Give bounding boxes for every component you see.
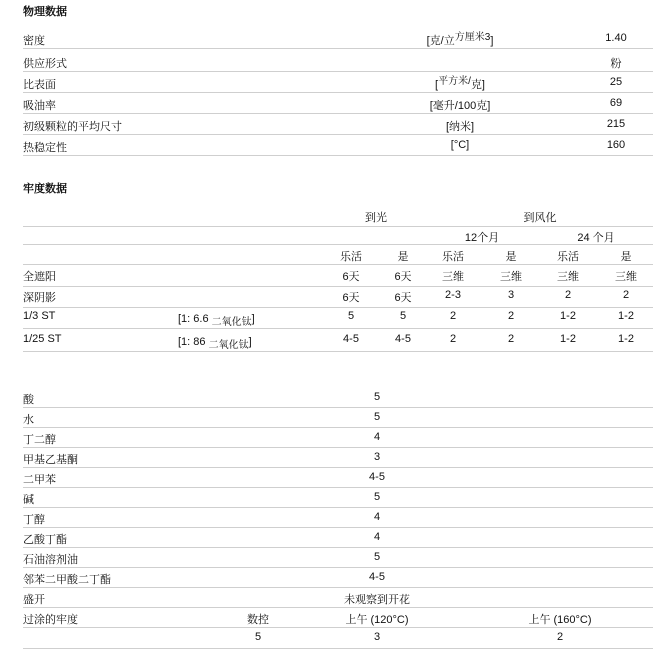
resistance-value: 5	[373, 411, 381, 423]
row-divider	[23, 48, 653, 49]
resistance-label: 甲基乙基酮	[23, 454, 78, 466]
fastness-row-label: 1/25 ST	[23, 333, 62, 345]
physical-value: 160	[606, 139, 626, 151]
overspray-label: 过涂的牢度	[23, 614, 78, 626]
row-divider	[23, 427, 653, 428]
mix-ratio	[178, 310, 255, 328]
physical-unit	[380, 97, 540, 113]
physical-unit	[380, 32, 540, 48]
row-divider	[23, 467, 653, 468]
row-divider	[23, 587, 653, 588]
mix-ratio-text: [1: 86	[178, 336, 209, 348]
row-divider	[23, 134, 653, 135]
fastness-cell: 2-3	[445, 289, 461, 301]
subheader-12-months: 12个月	[464, 232, 500, 244]
row-divider	[23, 328, 653, 329]
fastness-cell: 三维	[615, 271, 637, 283]
column-header: 乐活	[442, 251, 464, 263]
row-divider	[23, 244, 653, 245]
resistance-label: 碱	[23, 494, 34, 506]
resistance-label: 丁二醇	[23, 434, 56, 446]
unit-text: [	[435, 79, 439, 91]
row-divider	[23, 487, 653, 488]
physical-section-title: 物理数据	[23, 6, 67, 18]
mix-ratio	[178, 333, 252, 351]
unit-text: 克]	[470, 79, 485, 91]
unit-superscript: 方厘米3	[454, 32, 491, 43]
fastness-cell: 4-5	[343, 333, 359, 345]
mix-ratio-text: ]	[251, 313, 255, 325]
fastness-cell: 5	[399, 310, 407, 322]
fastness-cell: 2	[622, 289, 630, 301]
row-divider	[23, 155, 653, 156]
unit-text: [克/立	[426, 35, 455, 47]
physical-value: 69	[609, 97, 623, 109]
row-divider	[23, 407, 653, 408]
resistance-value: 5	[373, 551, 381, 563]
mix-ratio-text: ]	[248, 336, 252, 348]
column-header: 乐活	[340, 251, 362, 263]
resistance-label: 石油溶剂油	[23, 554, 78, 566]
row-divider	[23, 447, 653, 448]
row-divider	[23, 567, 653, 568]
unit-superscript: 平方米/	[438, 76, 471, 87]
resistance-label: 二甲苯	[23, 474, 56, 486]
fastness-cell: 2	[507, 310, 515, 322]
resistance-value: 4	[373, 511, 381, 523]
mix-ratio-subscript: 二氧化钛	[211, 317, 252, 328]
overspray-value-160: 2	[556, 631, 564, 643]
fastness-cell: 三维	[500, 271, 522, 283]
fastness-cell: 6天	[394, 271, 412, 283]
fastness-cell: 1-2	[560, 333, 576, 345]
resistance-value: 5	[373, 391, 381, 403]
physical-label: 比表面	[23, 79, 56, 91]
fastness-row-label: 全遮阳	[23, 271, 56, 283]
physical-value: 1.40	[605, 32, 627, 44]
resistance-value: 5	[373, 491, 381, 503]
row-divider	[23, 648, 653, 649]
resistance-value: 4-5	[369, 471, 385, 483]
row-divider	[23, 351, 653, 352]
fastness-cell: 2	[507, 333, 515, 345]
physical-value: 粉	[610, 58, 622, 70]
physical-value: 215	[606, 118, 626, 130]
fastness-cell: 2	[449, 333, 457, 345]
row-divider	[23, 226, 653, 227]
fastness-cell: 2	[449, 310, 457, 322]
row-divider	[23, 92, 653, 93]
fastness-cell: 三维	[557, 271, 579, 283]
unit-text: ]	[490, 35, 494, 47]
overspray-header-120: 上午 (120°C)	[345, 614, 409, 626]
column-header: 是	[620, 251, 632, 263]
mix-ratio-subscript: 二氧化钛	[208, 340, 249, 351]
row-divider	[23, 607, 653, 608]
fastness-cell: 6天	[342, 271, 360, 283]
fastness-cell: 6天	[394, 292, 412, 304]
resistance-label: 水	[23, 414, 34, 426]
fastness-row-label: 1/3 ST	[23, 310, 56, 322]
row-divider	[23, 627, 653, 628]
group-header-light: 到光	[365, 212, 387, 224]
fastness-cell: 2	[564, 289, 572, 301]
physical-label: 初级颗粒的平均尺寸	[23, 121, 122, 133]
row-divider	[23, 264, 653, 265]
physical-label: 热稳定性	[23, 142, 67, 154]
resistance-label: 邻苯二甲酸二丁酯	[23, 574, 111, 586]
resistance-label: 乙酸丁酯	[23, 534, 67, 546]
resistance-value: 3	[373, 451, 381, 463]
overspray-value-nc: 5	[254, 631, 262, 643]
fastness-cell: 6天	[342, 292, 360, 304]
unit-text: [毫升/100克]	[429, 100, 491, 112]
row-divider	[23, 547, 653, 548]
physical-label: 吸油率	[23, 100, 56, 112]
column-header: 是	[397, 251, 409, 263]
physical-unit	[380, 118, 540, 134]
subheader-24-months: 24 个月	[577, 232, 615, 244]
fastness-cell: 5	[347, 310, 355, 322]
resistance-value: 4-5	[369, 571, 385, 583]
fastness-section-title: 牢度数据	[23, 183, 67, 195]
resistance-label: 酸	[23, 394, 34, 406]
row-divider	[23, 507, 653, 508]
fastness-cell: 3	[507, 289, 515, 301]
physical-unit	[380, 139, 540, 151]
resistance-value: 4	[373, 431, 381, 443]
row-divider	[23, 307, 653, 308]
fastness-cell: 4-5	[395, 333, 411, 345]
fastness-cell: 三维	[442, 271, 464, 283]
column-header: 乐活	[557, 251, 579, 263]
mix-ratio-text: [1: 6.6	[178, 313, 212, 325]
row-divider	[23, 71, 653, 72]
resistance-label: 盛开	[23, 594, 45, 606]
row-divider	[23, 527, 653, 528]
row-divider	[23, 113, 653, 114]
physical-unit	[380, 76, 540, 92]
overspray-value-120: 3	[373, 631, 381, 643]
fastness-row-label: 深阴影	[23, 292, 56, 304]
unit-text: [纳米]	[445, 121, 475, 133]
resistance-value: 未观察到开花	[344, 594, 410, 606]
physical-label: 供应形式	[23, 58, 67, 70]
overspray-header-nc: 数控	[247, 614, 269, 626]
physical-value: 25	[609, 76, 623, 88]
fastness-cell: 1-2	[618, 333, 634, 345]
overspray-header-160: 上午 (160°C)	[528, 614, 592, 626]
fastness-cell: 1-2	[618, 310, 634, 322]
resistance-value: 4	[373, 531, 381, 543]
resistance-label: 丁醇	[23, 514, 45, 526]
group-header-weather: 到风化	[523, 212, 557, 224]
unit-text: [°C]	[450, 139, 470, 151]
physical-label: 密度	[23, 35, 45, 47]
row-divider	[23, 286, 653, 287]
column-header: 是	[505, 251, 517, 263]
fastness-cell: 1-2	[560, 310, 576, 322]
